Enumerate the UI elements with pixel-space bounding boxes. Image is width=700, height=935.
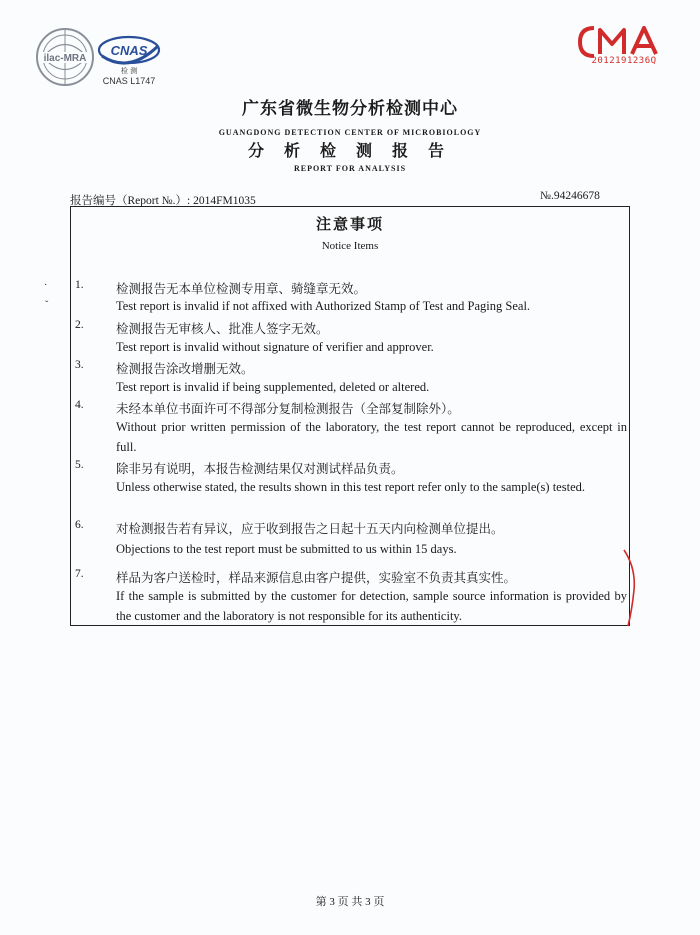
ilac-mra-logo bbox=[34, 26, 96, 88]
organization-name-en: GUANGDONG DETECTION CENTER OF MICROBIOLOGY bbox=[218, 128, 482, 137]
item-text-en: If the sample is submitted by the customer for detection, sample source information is provided by the customer and the laboratory is not responsible for its authenticity. bbox=[116, 589, 627, 623]
item-text-cn: 样品为客户送检时，样品来源信息由客户提供，实验室不负责其真实性。 bbox=[116, 571, 517, 585]
svg-text:ilac-MRA: ilac-MRA bbox=[43, 53, 87, 64]
organization-name-cn: 广东省微生物分析检测中心 bbox=[242, 99, 458, 118]
svg-text:CNAS L1747: CNAS L1747 bbox=[102, 76, 156, 86]
item-text-cn: 对检测报告若有异议，应于收到报告之日起十五天内向检测单位提出。 bbox=[116, 522, 504, 536]
item-text-cn: 未经本单位书面许可不得部分复制检测报告（全部复制除外）。 bbox=[116, 402, 460, 416]
item-number: 5. bbox=[75, 459, 84, 471]
svg-text:CNAS: CNAS bbox=[110, 43, 148, 58]
item-text-en: Unless otherwise stated, the results shown in this test report refer only to the sample(s) tested. bbox=[116, 480, 585, 494]
item-text-en: Without prior written permission of the laboratory, the test report cannot be reproduced, except in full. bbox=[116, 420, 627, 454]
notice-subtitle: Notice Items bbox=[321, 240, 379, 252]
item-number: 7. bbox=[75, 568, 84, 580]
cma-logo bbox=[574, 22, 674, 74]
red-pen-mark bbox=[620, 548, 642, 628]
item-text-en: Objections to the test report must be submitted to us within 15 days. bbox=[116, 542, 457, 556]
report-title-en: REPORT FOR ANALYSIS bbox=[293, 164, 407, 173]
scan-mark: ˇ bbox=[45, 300, 49, 311]
item-number: 1. bbox=[75, 279, 84, 291]
report-title-cn: 分 析 检 测 报 告 bbox=[247, 143, 452, 160]
item-text-en: Test report is invalid without signature of verifier and approver. bbox=[116, 340, 434, 354]
page-number: 第 3 页 共 3 页 bbox=[315, 896, 385, 908]
item-number: 2. bbox=[75, 319, 84, 331]
item-number: 4. bbox=[75, 399, 84, 411]
item-text-cn: 检测报告无本单位检测专用章、骑缝章无效。 bbox=[116, 282, 367, 296]
svg-text:检 测: 检 测 bbox=[120, 67, 138, 75]
report-number: 报告编号（Report №.）: 2014FM1035 bbox=[70, 195, 256, 207]
scan-mark: · bbox=[44, 280, 48, 291]
cma-number: 2012191236Q bbox=[591, 56, 657, 66]
item-number: 6. bbox=[75, 519, 84, 531]
notice-box bbox=[70, 206, 630, 626]
item-text-en: Test report is invalid if being supplemented, deleted or altered. bbox=[116, 380, 430, 394]
item-text-cn: 除非另有说明，本报告检测结果仅对测试样品负责。 bbox=[116, 462, 404, 476]
serial-number: №.94246678 bbox=[540, 190, 600, 202]
item-text-en: Test report is invalid if not affixed with Authorized Stamp of Test and Paging Seal. bbox=[116, 299, 531, 313]
cnas-logo bbox=[96, 34, 162, 92]
item-number: 3. bbox=[75, 359, 84, 371]
item-text-cn: 检测报告涂改增删无效。 bbox=[116, 362, 254, 376]
notice-title: 注意事项 bbox=[315, 217, 384, 233]
item-text-cn: 检测报告无审核人、批准人签字无效。 bbox=[116, 322, 329, 336]
